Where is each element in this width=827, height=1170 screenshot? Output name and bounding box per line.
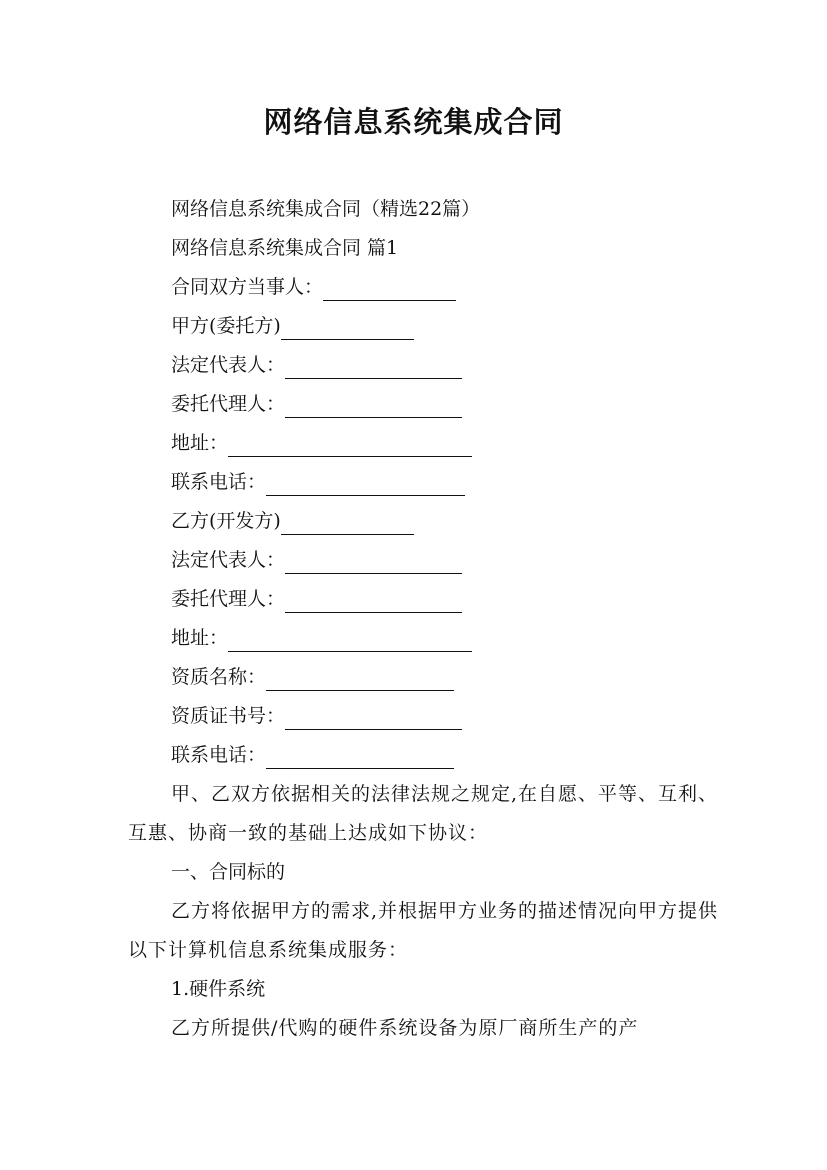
subclause-heading: 1.硬件系统 (171, 978, 266, 1000)
clause-heading: 一、合同标的 (171, 861, 286, 883)
fill-in-blank (266, 742, 454, 769)
document-body (128, 190, 728, 1048)
field-party-a (128, 307, 728, 346)
service-paragraph: 乙方将依据甲方的需求,并根据甲方业务的描述情况向甲方提供以下计算机信息系统集成服务： (128, 900, 719, 961)
field-label: 联系电话： (171, 744, 267, 766)
document-title: 网络信息系统集成合同 (263, 105, 564, 139)
field-label: 资质证书号： (171, 705, 286, 727)
fill-in-blank (285, 391, 462, 418)
field-label: 委托代理人： (171, 393, 286, 415)
fill-in-blank (228, 430, 472, 457)
fill-in-blank (281, 508, 414, 535)
field-label: 甲方(委托方) (171, 315, 281, 337)
field-parties (128, 268, 728, 307)
field-qualification-number (128, 697, 728, 736)
document-subtitle: 网络信息系统集成合同（精选22篇） (171, 198, 481, 220)
field-party-a-address (128, 424, 728, 463)
field-party-b-address (128, 619, 728, 658)
field-label: 地址： (171, 627, 229, 649)
field-label: 合同双方当事人： (171, 276, 324, 298)
fill-in-blank (285, 547, 462, 574)
field-label: 法定代表人： (171, 354, 286, 376)
fill-in-blank (323, 274, 456, 301)
field-party-b (128, 502, 728, 541)
field-party-a-phone (128, 463, 728, 502)
fill-in-blank (266, 469, 465, 496)
field-label: 地址： (171, 432, 229, 454)
field-label: 联系电话： (171, 471, 267, 493)
field-label: 资质名称： (171, 666, 267, 688)
fill-in-blank (285, 586, 462, 613)
field-label: 乙方(开发方) (171, 510, 281, 532)
fill-in-blank (228, 625, 472, 652)
field-party-b-legal-rep (128, 541, 728, 580)
field-qualification-name (128, 658, 728, 697)
field-party-a-agent (128, 385, 728, 424)
fill-in-blank (285, 352, 462, 379)
fill-in-blank (281, 313, 414, 340)
field-party-b-phone (128, 736, 728, 775)
hardware-paragraph: 乙方所提供/代购的硬件系统设备为原厂商所生产的产 (171, 1017, 639, 1039)
field-party-b-agent (128, 580, 728, 619)
agreement-paragraph: 甲、乙双方依据相关的法律法规之规定,在自愿、平等、互利、互惠、协商一致的基础上达成如下协议： (128, 783, 719, 844)
section-heading: 网络信息系统集成合同 篇1 (171, 237, 399, 259)
field-party-a-legal-rep (128, 346, 728, 385)
fill-in-blank (285, 703, 462, 730)
field-label: 法定代表人： (171, 549, 286, 571)
field-label: 委托代理人： (171, 588, 286, 610)
fill-in-blank (266, 664, 454, 691)
